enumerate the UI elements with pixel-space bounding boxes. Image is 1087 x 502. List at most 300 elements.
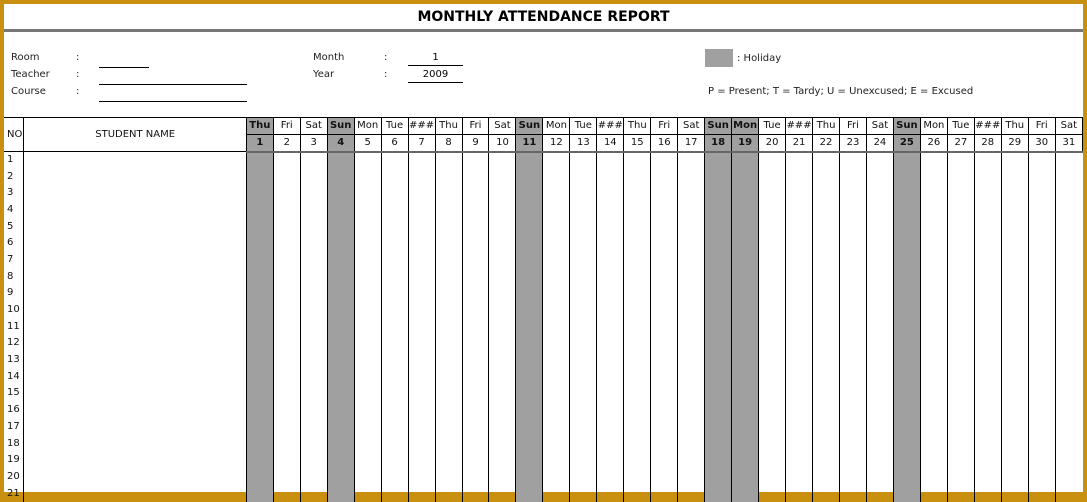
attendance-cell[interactable] [840, 402, 867, 419]
student-name-cell[interactable] [24, 185, 246, 202]
attendance-cell[interactable] [1001, 485, 1028, 502]
attendance-cell[interactable] [246, 452, 273, 469]
attendance-cell[interactable] [705, 402, 732, 419]
attendance-cell[interactable] [543, 218, 570, 235]
attendance-cell[interactable] [732, 452, 759, 469]
attendance-cell[interactable] [786, 268, 813, 285]
attendance-cell[interactable] [840, 419, 867, 436]
attendance-cell[interactable] [327, 235, 354, 252]
attendance-cell[interactable] [300, 452, 327, 469]
attendance-cell[interactable] [570, 402, 597, 419]
attendance-cell[interactable] [354, 435, 381, 452]
attendance-cell[interactable] [543, 202, 570, 219]
attendance-cell[interactable] [893, 335, 920, 352]
attendance-cell[interactable] [732, 352, 759, 369]
attendance-cell[interactable] [273, 368, 300, 385]
year-field[interactable]: 2009 [408, 69, 463, 83]
attendance-cell[interactable] [1028, 402, 1055, 419]
attendance-cell[interactable] [408, 419, 435, 436]
attendance-cell[interactable] [974, 335, 1001, 352]
attendance-cell[interactable] [435, 218, 462, 235]
attendance-cell[interactable] [732, 419, 759, 436]
attendance-cell[interactable] [543, 469, 570, 486]
attendance-cell[interactable] [597, 285, 624, 302]
attendance-cell[interactable] [651, 335, 678, 352]
attendance-cell[interactable] [408, 385, 435, 402]
student-name-cell[interactable] [24, 385, 246, 402]
attendance-cell[interactable] [813, 268, 840, 285]
attendance-cell[interactable] [759, 469, 786, 486]
attendance-cell[interactable] [786, 435, 813, 452]
attendance-cell[interactable] [759, 235, 786, 252]
attendance-cell[interactable] [516, 385, 543, 402]
attendance-cell[interactable] [786, 152, 813, 169]
attendance-cell[interactable] [543, 302, 570, 319]
attendance-cell[interactable] [1001, 202, 1028, 219]
attendance-cell[interactable] [300, 335, 327, 352]
attendance-cell[interactable] [920, 318, 947, 335]
attendance-cell[interactable] [624, 285, 651, 302]
attendance-cell[interactable] [947, 168, 974, 185]
attendance-cell[interactable] [786, 285, 813, 302]
attendance-cell[interactable] [786, 235, 813, 252]
attendance-cell[interactable] [786, 368, 813, 385]
attendance-cell[interactable] [462, 368, 489, 385]
attendance-cell[interactable] [246, 168, 273, 185]
attendance-cell[interactable] [354, 318, 381, 335]
attendance-cell[interactable] [840, 268, 867, 285]
attendance-cell[interactable] [866, 318, 893, 335]
attendance-cell[interactable] [408, 185, 435, 202]
attendance-cell[interactable] [489, 402, 516, 419]
attendance-cell[interactable] [732, 318, 759, 335]
attendance-cell[interactable] [705, 419, 732, 436]
attendance-cell[interactable] [246, 235, 273, 252]
attendance-cell[interactable] [1028, 168, 1055, 185]
attendance-cell[interactable] [1028, 335, 1055, 352]
attendance-cell[interactable] [624, 368, 651, 385]
attendance-cell[interactable] [705, 335, 732, 352]
attendance-cell[interactable] [920, 235, 947, 252]
attendance-cell[interactable] [840, 202, 867, 219]
attendance-cell[interactable] [947, 419, 974, 436]
attendance-cell[interactable] [705, 302, 732, 319]
attendance-cell[interactable] [732, 268, 759, 285]
attendance-cell[interactable] [840, 318, 867, 335]
attendance-cell[interactable] [327, 352, 354, 369]
attendance-cell[interactable] [624, 352, 651, 369]
attendance-cell[interactable] [570, 318, 597, 335]
attendance-cell[interactable] [246, 285, 273, 302]
attendance-cell[interactable] [866, 469, 893, 486]
attendance-cell[interactable] [624, 152, 651, 169]
attendance-cell[interactable] [435, 385, 462, 402]
attendance-cell[interactable] [435, 419, 462, 436]
attendance-cell[interactable] [786, 252, 813, 269]
attendance-cell[interactable] [1001, 168, 1028, 185]
attendance-cell[interactable] [813, 185, 840, 202]
student-name-cell[interactable] [24, 368, 246, 385]
attendance-cell[interactable] [866, 302, 893, 319]
attendance-cell[interactable] [786, 352, 813, 369]
attendance-cell[interactable] [462, 485, 489, 502]
attendance-cell[interactable] [354, 252, 381, 269]
attendance-cell[interactable] [678, 435, 705, 452]
attendance-cell[interactable] [893, 485, 920, 502]
attendance-cell[interactable] [759, 285, 786, 302]
attendance-cell[interactable] [273, 152, 300, 169]
attendance-cell[interactable] [705, 252, 732, 269]
attendance-cell[interactable] [759, 368, 786, 385]
attendance-cell[interactable] [678, 419, 705, 436]
attendance-cell[interactable] [273, 302, 300, 319]
attendance-cell[interactable] [1028, 302, 1055, 319]
attendance-cell[interactable] [327, 252, 354, 269]
attendance-cell[interactable] [516, 435, 543, 452]
attendance-cell[interactable] [920, 452, 947, 469]
attendance-cell[interactable] [624, 402, 651, 419]
attendance-cell[interactable] [570, 218, 597, 235]
attendance-cell[interactable] [732, 252, 759, 269]
attendance-cell[interactable] [489, 235, 516, 252]
attendance-cell[interactable] [597, 252, 624, 269]
attendance-cell[interactable] [597, 302, 624, 319]
attendance-cell[interactable] [866, 385, 893, 402]
student-name-cell[interactable] [24, 152, 246, 169]
attendance-cell[interactable] [327, 385, 354, 402]
attendance-cell[interactable] [435, 335, 462, 352]
attendance-cell[interactable] [462, 435, 489, 452]
attendance-cell[interactable] [893, 268, 920, 285]
attendance-cell[interactable] [246, 218, 273, 235]
attendance-cell[interactable] [813, 335, 840, 352]
attendance-cell[interactable] [300, 185, 327, 202]
attendance-cell[interactable] [866, 185, 893, 202]
attendance-cell[interactable] [893, 168, 920, 185]
attendance-cell[interactable] [705, 202, 732, 219]
attendance-cell[interactable] [813, 469, 840, 486]
attendance-cell[interactable] [570, 385, 597, 402]
attendance-cell[interactable] [813, 485, 840, 502]
attendance-cell[interactable] [381, 202, 408, 219]
attendance-cell[interactable] [840, 352, 867, 369]
attendance-cell[interactable] [570, 435, 597, 452]
attendance-cell[interactable] [462, 335, 489, 352]
attendance-cell[interactable] [300, 352, 327, 369]
attendance-cell[interactable] [651, 385, 678, 402]
attendance-cell[interactable] [408, 235, 435, 252]
attendance-cell[interactable] [381, 235, 408, 252]
attendance-cell[interactable] [516, 402, 543, 419]
attendance-cell[interactable] [786, 185, 813, 202]
attendance-cell[interactable] [570, 202, 597, 219]
attendance-cell[interactable] [273, 385, 300, 402]
attendance-cell[interactable] [866, 352, 893, 369]
attendance-cell[interactable] [300, 485, 327, 502]
attendance-cell[interactable] [246, 469, 273, 486]
attendance-cell[interactable] [920, 152, 947, 169]
attendance-cell[interactable] [920, 252, 947, 269]
attendance-cell[interactable] [974, 302, 1001, 319]
attendance-cell[interactable] [516, 469, 543, 486]
attendance-cell[interactable] [624, 419, 651, 436]
attendance-cell[interactable] [408, 152, 435, 169]
attendance-cell[interactable] [273, 318, 300, 335]
attendance-cell[interactable] [866, 335, 893, 352]
attendance-cell[interactable] [300, 235, 327, 252]
attendance-cell[interactable] [732, 335, 759, 352]
attendance-cell[interactable] [408, 285, 435, 302]
attendance-cell[interactable] [624, 185, 651, 202]
attendance-cell[interactable] [759, 302, 786, 319]
attendance-cell[interactable] [651, 452, 678, 469]
attendance-cell[interactable] [866, 252, 893, 269]
attendance-cell[interactable] [651, 185, 678, 202]
attendance-cell[interactable] [920, 419, 947, 436]
attendance-cell[interactable] [974, 368, 1001, 385]
attendance-cell[interactable] [435, 452, 462, 469]
attendance-cell[interactable] [300, 302, 327, 319]
student-name-cell[interactable] [24, 268, 246, 285]
attendance-cell[interactable] [920, 335, 947, 352]
attendance-cell[interactable] [624, 252, 651, 269]
attendance-cell[interactable] [354, 218, 381, 235]
attendance-cell[interactable] [813, 318, 840, 335]
attendance-cell[interactable] [300, 318, 327, 335]
attendance-cell[interactable] [624, 485, 651, 502]
attendance-cell[interactable] [1028, 419, 1055, 436]
attendance-cell[interactable] [516, 352, 543, 369]
attendance-cell[interactable] [678, 368, 705, 385]
attendance-cell[interactable] [246, 302, 273, 319]
attendance-cell[interactable] [597, 268, 624, 285]
attendance-cell[interactable] [651, 202, 678, 219]
attendance-cell[interactable] [732, 185, 759, 202]
attendance-cell[interactable] [840, 152, 867, 169]
attendance-cell[interactable] [651, 368, 678, 385]
attendance-cell[interactable] [462, 469, 489, 486]
attendance-cell[interactable] [759, 485, 786, 502]
attendance-cell[interactable] [840, 218, 867, 235]
attendance-cell[interactable] [866, 402, 893, 419]
attendance-cell[interactable] [462, 318, 489, 335]
attendance-cell[interactable] [462, 235, 489, 252]
attendance-cell[interactable] [947, 469, 974, 486]
attendance-cell[interactable] [947, 202, 974, 219]
attendance-cell[interactable] [947, 252, 974, 269]
attendance-cell[interactable] [678, 452, 705, 469]
attendance-cell[interactable] [462, 252, 489, 269]
attendance-cell[interactable] [974, 218, 1001, 235]
attendance-cell[interactable] [489, 285, 516, 302]
attendance-cell[interactable] [543, 285, 570, 302]
attendance-cell[interactable] [246, 402, 273, 419]
attendance-cell[interactable] [732, 285, 759, 302]
attendance-cell[interactable] [489, 185, 516, 202]
attendance-cell[interactable] [381, 469, 408, 486]
attendance-cell[interactable] [408, 435, 435, 452]
attendance-cell[interactable] [435, 202, 462, 219]
attendance-cell[interactable] [759, 168, 786, 185]
attendance-cell[interactable] [1055, 185, 1082, 202]
attendance-cell[interactable] [759, 452, 786, 469]
attendance-cell[interactable] [920, 168, 947, 185]
attendance-cell[interactable] [624, 435, 651, 452]
attendance-cell[interactable] [974, 352, 1001, 369]
attendance-cell[interactable] [246, 268, 273, 285]
attendance-cell[interactable] [462, 385, 489, 402]
attendance-cell[interactable] [273, 452, 300, 469]
attendance-cell[interactable] [516, 302, 543, 319]
attendance-cell[interactable] [408, 485, 435, 502]
attendance-cell[interactable] [1001, 252, 1028, 269]
attendance-cell[interactable] [893, 235, 920, 252]
attendance-cell[interactable] [651, 402, 678, 419]
attendance-cell[interactable] [732, 218, 759, 235]
attendance-cell[interactable] [920, 268, 947, 285]
attendance-cell[interactable] [381, 368, 408, 385]
attendance-cell[interactable] [354, 235, 381, 252]
attendance-cell[interactable] [651, 469, 678, 486]
attendance-cell[interactable] [597, 185, 624, 202]
attendance-cell[interactable] [516, 152, 543, 169]
attendance-cell[interactable] [705, 152, 732, 169]
attendance-cell[interactable] [462, 152, 489, 169]
attendance-cell[interactable] [543, 435, 570, 452]
attendance-cell[interactable] [597, 202, 624, 219]
attendance-cell[interactable] [813, 402, 840, 419]
attendance-cell[interactable] [246, 385, 273, 402]
attendance-cell[interactable] [1001, 302, 1028, 319]
attendance-cell[interactable] [516, 335, 543, 352]
attendance-cell[interactable] [920, 485, 947, 502]
attendance-cell[interactable] [947, 352, 974, 369]
attendance-cell[interactable] [1055, 368, 1082, 385]
attendance-cell[interactable] [732, 235, 759, 252]
attendance-cell[interactable] [381, 252, 408, 269]
attendance-cell[interactable] [543, 352, 570, 369]
attendance-cell[interactable] [462, 285, 489, 302]
attendance-cell[interactable] [381, 419, 408, 436]
attendance-cell[interactable] [246, 152, 273, 169]
attendance-cell[interactable] [1001, 285, 1028, 302]
attendance-cell[interactable] [246, 485, 273, 502]
attendance-cell[interactable] [759, 268, 786, 285]
attendance-cell[interactable] [1001, 235, 1028, 252]
attendance-cell[interactable] [920, 402, 947, 419]
attendance-cell[interactable] [408, 302, 435, 319]
attendance-cell[interactable] [786, 168, 813, 185]
attendance-cell[interactable] [246, 419, 273, 436]
attendance-cell[interactable] [570, 268, 597, 285]
attendance-cell[interactable] [327, 335, 354, 352]
attendance-cell[interactable] [462, 352, 489, 369]
attendance-cell[interactable] [759, 402, 786, 419]
attendance-cell[interactable] [489, 435, 516, 452]
attendance-cell[interactable] [1028, 252, 1055, 269]
attendance-cell[interactable] [327, 302, 354, 319]
attendance-cell[interactable] [327, 268, 354, 285]
attendance-cell[interactable] [408, 402, 435, 419]
attendance-cell[interactable] [327, 485, 354, 502]
attendance-cell[interactable] [273, 402, 300, 419]
attendance-cell[interactable] [300, 252, 327, 269]
attendance-cell[interactable] [246, 252, 273, 269]
attendance-cell[interactable] [840, 335, 867, 352]
attendance-cell[interactable] [705, 285, 732, 302]
attendance-cell[interactable] [624, 469, 651, 486]
attendance-cell[interactable] [732, 469, 759, 486]
attendance-cell[interactable] [732, 385, 759, 402]
attendance-cell[interactable] [327, 469, 354, 486]
attendance-cell[interactable] [273, 352, 300, 369]
attendance-cell[interactable] [273, 268, 300, 285]
attendance-cell[interactable] [920, 435, 947, 452]
attendance-cell[interactable] [974, 318, 1001, 335]
attendance-cell[interactable] [866, 168, 893, 185]
attendance-cell[interactable] [1028, 285, 1055, 302]
attendance-cell[interactable] [597, 168, 624, 185]
attendance-cell[interactable] [273, 168, 300, 185]
attendance-cell[interactable] [435, 402, 462, 419]
attendance-cell[interactable] [543, 368, 570, 385]
attendance-cell[interactable] [974, 469, 1001, 486]
attendance-cell[interactable] [624, 452, 651, 469]
attendance-cell[interactable] [840, 452, 867, 469]
attendance-cell[interactable] [678, 285, 705, 302]
attendance-cell[interactable] [300, 218, 327, 235]
attendance-cell[interactable] [516, 368, 543, 385]
attendance-cell[interactable] [705, 435, 732, 452]
attendance-cell[interactable] [651, 435, 678, 452]
attendance-cell[interactable] [732, 485, 759, 502]
attendance-cell[interactable] [570, 419, 597, 436]
attendance-cell[interactable] [705, 168, 732, 185]
attendance-cell[interactable] [597, 235, 624, 252]
attendance-cell[interactable] [705, 318, 732, 335]
attendance-cell[interactable] [678, 235, 705, 252]
attendance-cell[interactable] [327, 218, 354, 235]
attendance-cell[interactable] [489, 485, 516, 502]
attendance-cell[interactable] [543, 268, 570, 285]
attendance-cell[interactable] [759, 419, 786, 436]
attendance-cell[interactable] [435, 302, 462, 319]
attendance-cell[interactable] [489, 302, 516, 319]
attendance-cell[interactable] [300, 435, 327, 452]
attendance-cell[interactable] [300, 385, 327, 402]
attendance-cell[interactable] [813, 235, 840, 252]
course-field[interactable] [99, 90, 247, 102]
attendance-cell[interactable] [705, 352, 732, 369]
attendance-cell[interactable] [974, 435, 1001, 452]
attendance-cell[interactable] [920, 352, 947, 369]
attendance-cell[interactable] [1028, 318, 1055, 335]
attendance-cell[interactable] [651, 419, 678, 436]
attendance-cell[interactable] [408, 469, 435, 486]
attendance-cell[interactable] [327, 318, 354, 335]
attendance-cell[interactable] [543, 152, 570, 169]
attendance-cell[interactable] [435, 152, 462, 169]
attendance-cell[interactable] [678, 335, 705, 352]
attendance-cell[interactable] [813, 368, 840, 385]
attendance-cell[interactable] [597, 402, 624, 419]
student-name-cell[interactable] [24, 402, 246, 419]
student-name-cell[interactable] [24, 202, 246, 219]
attendance-cell[interactable] [624, 218, 651, 235]
attendance-cell[interactable] [543, 402, 570, 419]
attendance-cell[interactable] [354, 402, 381, 419]
attendance-cell[interactable] [435, 185, 462, 202]
